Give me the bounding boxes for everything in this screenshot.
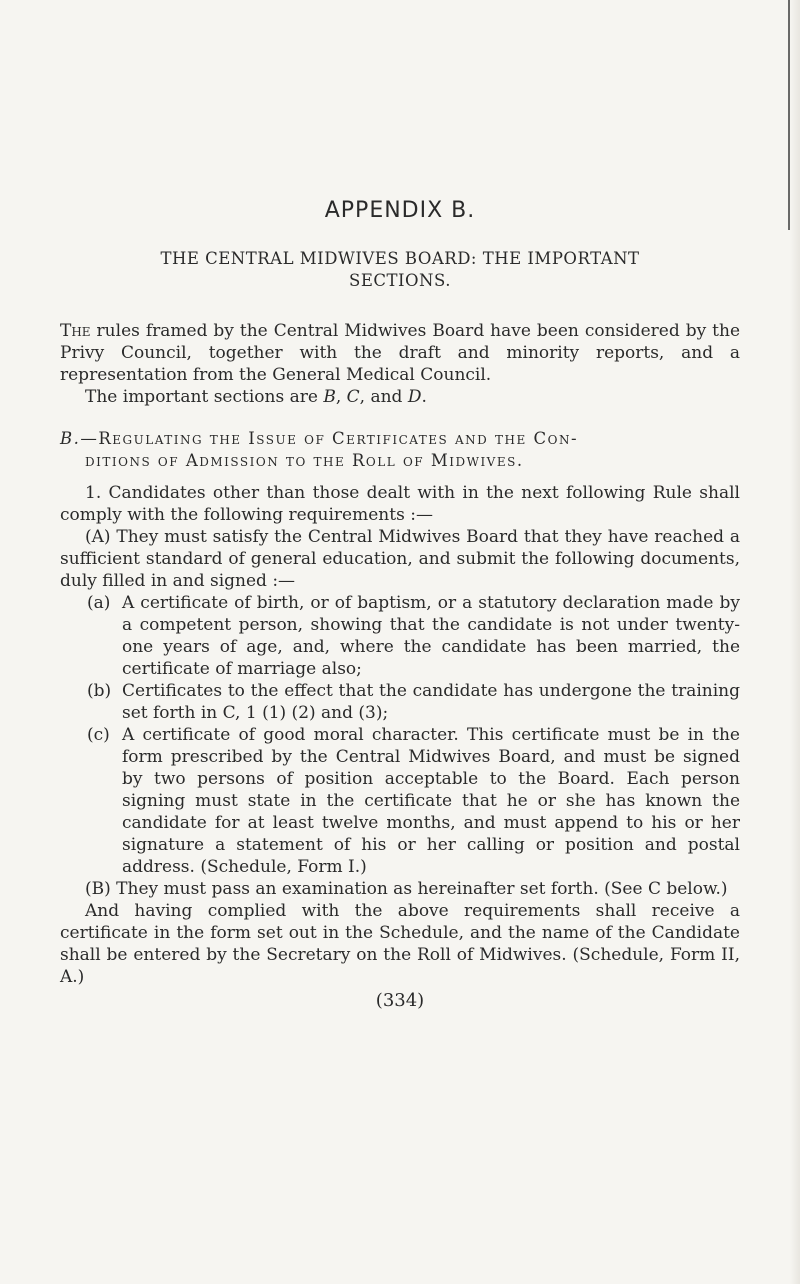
item-label: (a) (87, 593, 111, 613)
section-ref-c: C (346, 387, 360, 407)
important-sections-prefix: The important sections are (85, 387, 324, 407)
rule-1: 1. Candidates other than those dealt with in the next following Rule shall comply with the following requirements :— (60, 483, 740, 525)
sep-1: , (335, 387, 347, 407)
subtitle (60, 248, 740, 292)
document-items-list (60, 592, 740, 878)
intro-text: rules framed by the Central Midwives Board have been considered by the Privy Council, together with the draft and minority reports, and a representation from the General Medical Council. (60, 321, 740, 385)
intro-lead-word: The (60, 321, 91, 341)
page-edge-line (788, 0, 790, 230)
intro-paragraph (60, 320, 740, 386)
page-number: (334) (375, 990, 425, 1011)
section-b-heading-line-1: —Regulating the Issue of Certificates and the Con- (80, 429, 579, 448)
section-ref-d: D (407, 387, 422, 407)
list-item (85, 680, 740, 724)
item-label: (b) (87, 681, 112, 701)
item-text: A certificate of good moral character. This certificate must be in the form prescribed by the Central Midwives Board, and must be signed by two persons of position acceptable to the Board. Each person signing must state in the certificate that he or she has known the candidate for at least twelve months, and must append to his or her signature a statement of his or her calling or position and postal address. (Schedule, Form I.) (122, 725, 740, 877)
requirement-b: (B) They must pass an examination as hereinafter set forth. (See C below.) (85, 879, 728, 899)
appendix-title: APPENDIX B. (324, 198, 476, 223)
item-text: Certificates to the effect that the candidate has undergone the training set forth in C, 1 (1) (2) and (3); (122, 681, 740, 723)
sep-end: . (421, 387, 427, 407)
sep-2: , and (359, 387, 408, 407)
list-item (85, 724, 740, 878)
section-ref-b: B (323, 387, 336, 407)
document-page (60, 200, 740, 1012)
section-b-letter: B. (60, 429, 81, 448)
requirement-a: (A) They must satisfy the Central Midwives Board that they have reached a sufficient standard of general education, and submit the following documents, duly filled in and signed :— (60, 527, 740, 591)
subtitle-line-1: THE CENTRAL MIDWIVES BOARD: THE IMPORTANT (160, 249, 640, 268)
item-label: (c) (87, 725, 110, 745)
list-item (85, 592, 740, 680)
subtitle-line-2: SECTIONS. (349, 271, 451, 290)
item-text: A certificate of birth, or of baptism, or a statutory declaration made by a competent person, showing that the candidate is not under twenty-one years of age, and, where the candidate has been married, the certificate of marriage also; (122, 593, 740, 679)
section-b-heading-line-2: ditions of Admission to the Roll of Midwives. (85, 451, 524, 470)
section-b-heading (60, 428, 740, 472)
important-sections-line (60, 386, 740, 408)
closing-paragraph: And having complied with the above requirements shall receive a certificate in the form set out in the Schedule, and the name of the Candidate shall be entered by the Secretary on the Roll of Midwives. (Schedule, Form II, A.) (60, 901, 740, 987)
page-edge-shadow (790, 0, 800, 1284)
